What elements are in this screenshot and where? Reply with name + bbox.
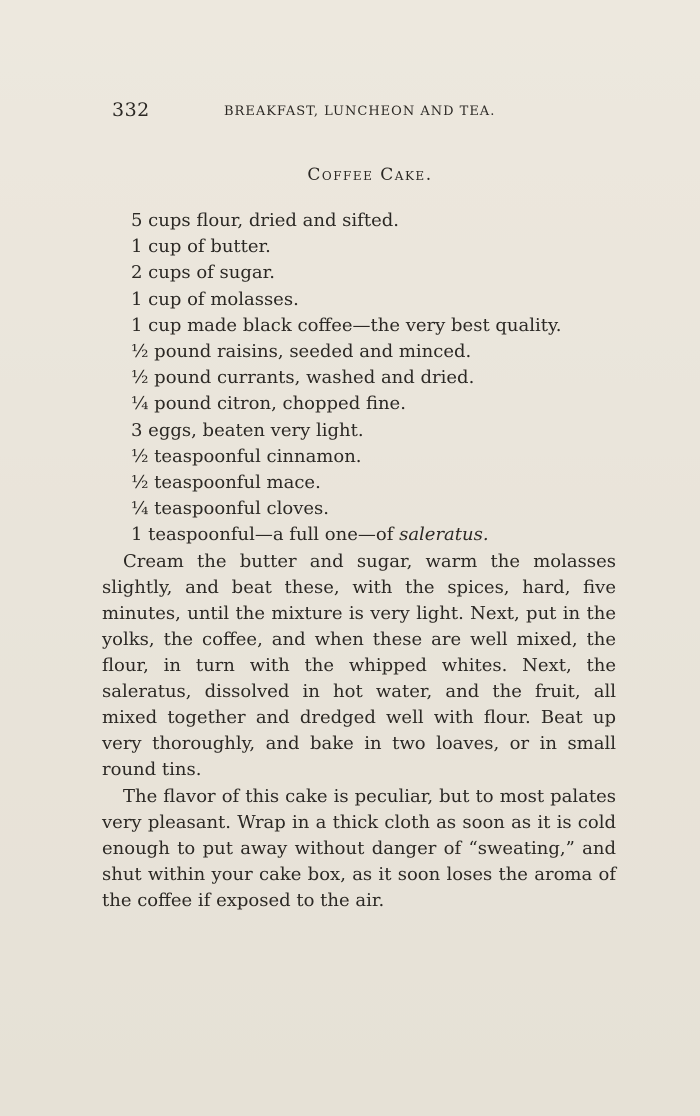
ingredient-item: ¼ teaspoonful cloves. [131, 498, 329, 520]
recipe-title: Coffee Cake. [307, 165, 433, 185]
ingredient-item: 1 cup made black coffee—the very best quality. [131, 314, 562, 336]
ingredient-item: ½ teaspoonful mace. [131, 472, 321, 494]
ingredient-item: ¼ pound citron, chopped fine. [131, 393, 406, 415]
ingredient-item: ½ teaspoonful cinnamon. [131, 445, 362, 467]
ingredient-item: 5 cups flour, dried and sifted. [131, 210, 399, 231]
ingredient-item: 3 eggs, beaten very light. [131, 419, 364, 441]
running-head [112, 99, 532, 123]
running-title: BREAKFAST, LUNCHEON AND TEA. [224, 104, 496, 119]
ingredient-italic-term: saleratus. [399, 524, 489, 546]
ingredient-item: ½ pound raisins, seeded and minced. [131, 341, 472, 363]
ingredient-item: 2 cups of sugar. [131, 262, 275, 284]
ingredient-item: 1 cup of butter. [131, 236, 271, 258]
ingredient-item: 1 cup of molasses. [131, 288, 299, 310]
ingredient-item-saleratus [131, 522, 562, 548]
ingredient-text: 1 teaspoonful—a full one—of [131, 524, 400, 546]
note-paragraph: The flavor of this cake is peculiar, but to most palates very pleasant. Wrap in a thick cloth as soon as it is cold enough to put away without danger of “sweating,” and shut within your cake box, as it soon loses the aroma of the coffee if exposed to the air. [102, 786, 616, 911]
page-number: 332 [112, 99, 150, 121]
ingredient-item: ½ pound currants, washed and dried. [131, 367, 475, 389]
method-paragraph: Cream the butter and sugar, warm the molasses slightly, and beat these, with the spices, hard, five minutes, until the mixture is very light. Next, put in the yolks, the coffee, and when these are well mixed, the flour, in turn with the whipped whites. Next, the saleratus, dissolved in hot water, and the fruit, all mixed together and dredged well with flour. Beat up very thoroughly, and bake in two loaves, or in small round tins. [102, 551, 616, 780]
ingredient-list [131, 208, 562, 549]
